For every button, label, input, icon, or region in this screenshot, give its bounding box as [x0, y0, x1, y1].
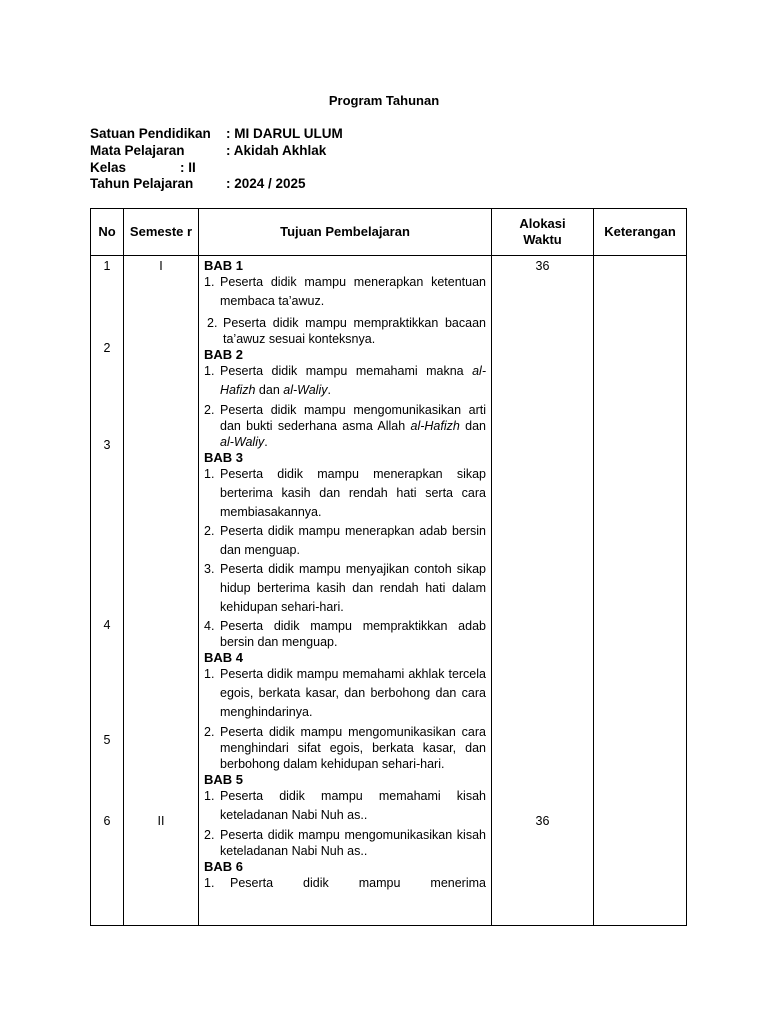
meta-label: Kelas: [90, 160, 127, 175]
meta-value: : Akidah Akhlak: [226, 143, 327, 158]
row-number: 5: [103, 733, 111, 747]
item-number: 2.: [204, 524, 215, 538]
page-title: Program Tahunan: [328, 93, 440, 108]
item-number: 1.: [204, 876, 215, 890]
item-text: Peserta didik mampu mempraktikkan bacaan ta’awuz sesuai konteksnya.: [223, 316, 486, 346]
item-text: Peserta didik mampu mengomunikasikan kisah keteladanan Nabi Nuh as..: [220, 828, 486, 858]
row-number: 6: [103, 814, 111, 828]
list-item: [204, 560, 486, 617]
item-number: 1.: [204, 364, 215, 378]
meta-value: : MI DARUL ULUM: [226, 126, 343, 141]
no-column: [91, 256, 124, 926]
semester-value: I: [159, 259, 163, 273]
bab-title: BAB 2: [204, 347, 244, 362]
bab-title: BAB 5: [204, 772, 244, 787]
item-number: 1.: [204, 789, 215, 803]
item-number: 1.: [204, 667, 215, 681]
bab-title: BAB 3: [204, 450, 244, 465]
list-item: [204, 402, 486, 450]
item-number: 1.: [204, 275, 215, 289]
item-text: Peserta didik mampu menerapkan adab bersin dan menguap.: [220, 524, 486, 557]
item-text: Peserta didik mampu menerapkan sikap berterima kasih dan rendah hati serta cara membiasakannya.: [220, 467, 486, 519]
item-number: 3.: [204, 562, 215, 576]
list-item: [204, 874, 486, 893]
item-text: Peserta didik mampu menyajikan contoh sikap hidup berterima kasih dan rendah hati dalam kehidupan sehari-hari.: [220, 562, 486, 614]
list-item: [204, 787, 486, 825]
keterangan-column: [594, 256, 687, 926]
bab-title: BAB 1: [204, 258, 244, 273]
alokasi-value: 36: [535, 814, 550, 828]
item-text: Peserta didik mampu mengomunikasikan arti dan bukti sederhana asma Allah al-Hafizh dan al-Waliy.: [220, 403, 486, 449]
item-number: 1.: [204, 467, 215, 481]
item-number: 4.: [204, 619, 215, 633]
item-number: 2.: [204, 403, 215, 417]
item-text: Peserta didik mampu memahami kisah keteladanan Nabi Nuh as..: [220, 789, 486, 822]
meta-label: Tahun Pelajaran: [90, 176, 194, 191]
list-item: [204, 724, 486, 772]
semester-column: [124, 256, 199, 926]
meta-label: Satuan Pendidikan: [90, 126, 211, 141]
meta-value: : II: [180, 160, 196, 175]
list-item: [204, 665, 486, 722]
program-table: [90, 208, 687, 926]
bab-title: BAB 6: [204, 859, 244, 874]
header-no: No: [91, 209, 124, 256]
list-item: [204, 465, 486, 522]
item-text: Peserta didik mampu menerima: [230, 876, 486, 890]
item-number: 2.: [207, 316, 218, 330]
tujuan-column: [199, 256, 492, 926]
list-item: [204, 315, 486, 347]
alokasi-column: [492, 256, 594, 926]
header-semester: Semeste r: [124, 209, 199, 256]
item-number: 2.: [204, 828, 215, 842]
meta-value: : 2024 / 2025: [226, 176, 306, 191]
item-text: Peserta didik mampu menerapkan ketentuan membaca ta’awuz.: [220, 275, 486, 308]
row-number: 1: [103, 259, 111, 273]
row-number: 3: [103, 438, 111, 452]
row-number: 2: [103, 341, 111, 355]
header-tujuan: Tujuan Pembelajaran: [199, 209, 492, 256]
list-item: [204, 362, 486, 400]
bab-title: BAB 4: [204, 650, 244, 665]
meta-label: Mata Pelajaran: [90, 143, 185, 158]
list-item: [204, 273, 486, 311]
item-text: Peserta didik mampu mempraktikkan adab bersin dan menguap.: [220, 619, 486, 649]
header-alokasi: Alokasi Waktu: [492, 209, 594, 256]
header-keterangan: Keterangan: [594, 209, 687, 256]
row-number: 4: [103, 618, 111, 632]
semester-value: II: [157, 814, 165, 828]
list-item: [204, 618, 486, 650]
item-text: Peserta didik mampu memahami makna al-Hafizh dan al-Waliy.: [220, 364, 486, 397]
item-text: Peserta didik mampu memahami akhlak tercela egois, berkata kasar, dan berbohong dan cara menghindarinya.: [220, 667, 486, 719]
list-item: [204, 827, 486, 859]
alokasi-value: 36: [535, 259, 550, 273]
list-item: [204, 522, 486, 560]
item-text: Peserta didik mampu mengomunikasikan cara menghindari sifat egois, berkata kasar, dan berbohong dalam kehidupan sehari-hari.: [220, 725, 486, 771]
item-number: 2.: [204, 725, 215, 739]
